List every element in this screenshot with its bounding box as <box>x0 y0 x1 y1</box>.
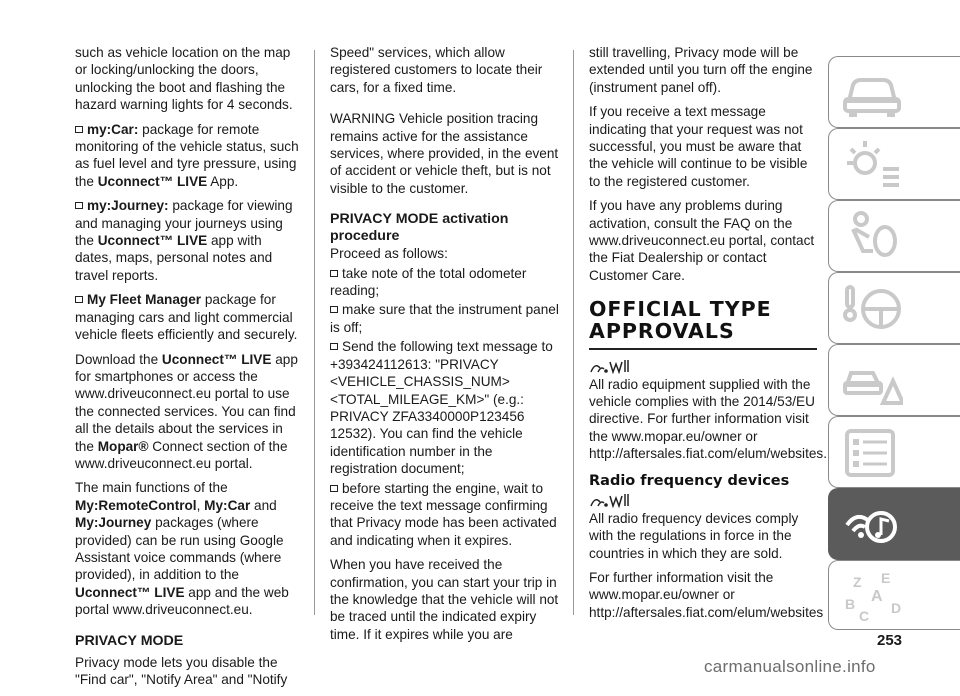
paragraph: such as vehicle location on the map or locking/unlocking the doors, unlocking the boot and flashing the hazard warning lights for 4 seconds. <box>75 45 293 113</box>
bold-term: Uconnect™ LIVE <box>97 173 208 189</box>
text-column-1 <box>75 44 301 696</box>
text: make sure that the instrument panel is off; <box>330 302 559 335</box>
list-item <box>75 197 301 284</box>
tab-index[interactable] <box>828 560 960 630</box>
index-letter-z: Z <box>853 574 862 590</box>
sub-heading: Radio frequency devices <box>589 472 790 489</box>
paragraph: If you receive a text message indicating that your request was not successful, you must be aware that the vehicle will continue to be visible to the registered customer. <box>589 104 808 189</box>
list-item <box>75 121 301 191</box>
bold-term: my:Journey: <box>87 198 169 214</box>
tab-vehicle[interactable] <box>828 56 960 128</box>
index-letter-a: A <box>871 588 883 605</box>
index-letter-b: B <box>845 596 856 612</box>
text: , <box>196 497 205 513</box>
car-icon <box>839 63 903 121</box>
wireless-signal-icon <box>589 358 631 374</box>
index-letter-d: D <box>891 600 902 616</box>
section-heading: PRIVACY MODE activation procedure <box>330 211 509 245</box>
paragraph: still travelling, Privacy mode will be extended until you turn off the engine (instrument panel off). <box>589 45 813 95</box>
wireless-signal-icon <box>589 492 631 508</box>
bold-term: My Fleet Manager <box>87 292 202 308</box>
bold-term: Mopar® <box>97 438 149 454</box>
bold-term: my:Car: <box>87 121 139 137</box>
paragraph: Privacy mode lets you disable the "Find car", "Notify Area" and "Notify <box>75 655 288 688</box>
index-letter-c: C <box>859 608 870 624</box>
text: package for viewing and managing your journeys using the <box>75 198 293 249</box>
bold-term: Uconnect™ LIVE <box>161 351 272 367</box>
steering-wheel-icon <box>839 279 903 337</box>
paragraph <box>75 479 301 618</box>
paragraph: All radio frequency devices comply with the regulations in force in the countries in which they are sold. <box>589 510 799 561</box>
bold-term: My:Journey <box>75 515 152 531</box>
column-divider <box>314 50 315 615</box>
paragraph: When you have received the confirmation, you can start your trip in the knowledge that the vehicle will not be traced until the indicated expiry time. If it expires while you are <box>330 557 559 642</box>
text: package for managing cars and light commercial vehicle fleets efficiently and securely. <box>75 292 298 343</box>
text: Connect section of the www.driveuconnect.eu portal. <box>75 438 288 471</box>
text: App. <box>207 173 239 189</box>
emergency-triangle-icon <box>839 351 903 409</box>
section-heading: OFFICIAL TYPE APPROVALS <box>589 297 772 344</box>
paragraph <box>75 351 301 473</box>
list-item <box>330 338 560 477</box>
list-item <box>330 265 560 300</box>
list-item <box>75 291 301 343</box>
tab-starting-driving[interactable] <box>828 272 960 344</box>
paragraph: For further information visit the www.mopar.eu/owner or http://aftersales.fiat.com/elum/websites <box>589 569 824 620</box>
tab-multimedia[interactable] <box>828 488 960 560</box>
tab-warning-lights[interactable] <box>828 128 960 200</box>
text-column-3 <box>589 44 827 628</box>
paragraph: If you have any problems during activation, consult the FAQ on the www.driveuconnect.eu portal, contact the Fiat Dealership or contact Customer Care. <box>589 198 815 283</box>
list-item <box>330 301 560 336</box>
text: app and the web portal www.driveuconnect.eu. <box>75 584 289 618</box>
bold-term: My:RemoteControl <box>75 497 197 513</box>
paragraph: Proceed as follows: <box>330 246 448 262</box>
bullet-square-icon <box>75 202 83 209</box>
tab-emergency[interactable] <box>828 344 960 416</box>
text: app with dates, maps, personal notes and travel reports. <box>75 233 273 283</box>
text: The main functions of the <box>75 480 228 496</box>
multimedia-icon <box>839 495 903 553</box>
paragraph: All radio equipment supplied with the vehicle complies with the 2014/53/EU directive. For further information visit the www.mopar.eu/owner or http://aftersales.fiat.com/elum/websites. <box>589 376 827 462</box>
text: and <box>250 497 277 513</box>
bold-term: My:Car <box>204 497 251 513</box>
bullet-square-icon <box>330 306 338 313</box>
text: before starting the engine, wait to receive the text message confirming that Privacy mode has been activated and indicating when it expires. <box>330 480 557 548</box>
bullet-square-icon <box>330 485 338 492</box>
text: packages (where provided) can be run using Google Assistant voice commands (where provided), in addition to the <box>75 515 284 583</box>
bullet-square-icon <box>75 126 83 133</box>
text: package for remote monitoring of the vehicle status, such as fuel level and tyre pressure, using the <box>75 121 299 189</box>
text: Download the <box>75 351 162 367</box>
watermark: carmanualsonline.info <box>704 657 876 676</box>
column-divider <box>573 50 574 615</box>
text: app for smartphones or access the www.driveuconnect.eu portal to use the connected services. You can find all the details about the services in the <box>75 351 298 454</box>
bold-term: Uconnect™ LIVE <box>97 233 208 249</box>
tab-maintenance[interactable] <box>828 416 960 488</box>
paragraph: Speed" services, which allow registered customers to locate their cars, for a fixed time. <box>330 45 543 95</box>
page-number: 253 <box>877 632 903 649</box>
index-letter-e: E <box>881 570 891 586</box>
index-abcde-icon <box>839 567 909 625</box>
safety-airbag-icon <box>839 207 903 265</box>
text-column-2 <box>330 44 560 650</box>
text: take note of the total odometer reading; <box>330 265 527 299</box>
bullet-square-icon <box>330 343 338 350</box>
warning-lights-icon <box>839 135 903 193</box>
text: Send the following text message to +393424112613: "PRIVACY <VEHICLE_CHASSIS_NUM> <TOTAL_MILEAGE_KM>" (e.g.: PRIVACY ZFA3340000P123456 12532). You can find the vehicle identification number in the registration document; <box>330 339 553 477</box>
heading-rule <box>589 348 817 349</box>
list-item <box>330 480 560 550</box>
warning-paragraph: WARNING Vehicle position tracing remains active for the assistance services, where provided, in the event of accident or vehicle theft, but is not visible to the customer. <box>330 111 559 196</box>
bullet-square-icon <box>330 270 338 277</box>
maintenance-checklist-icon <box>839 423 903 481</box>
bullet-square-icon <box>75 296 83 303</box>
section-heading: PRIVACY MODE <box>75 632 184 649</box>
bold-term: Uconnect™ LIVE <box>75 584 185 600</box>
tab-safety[interactable] <box>828 200 960 272</box>
